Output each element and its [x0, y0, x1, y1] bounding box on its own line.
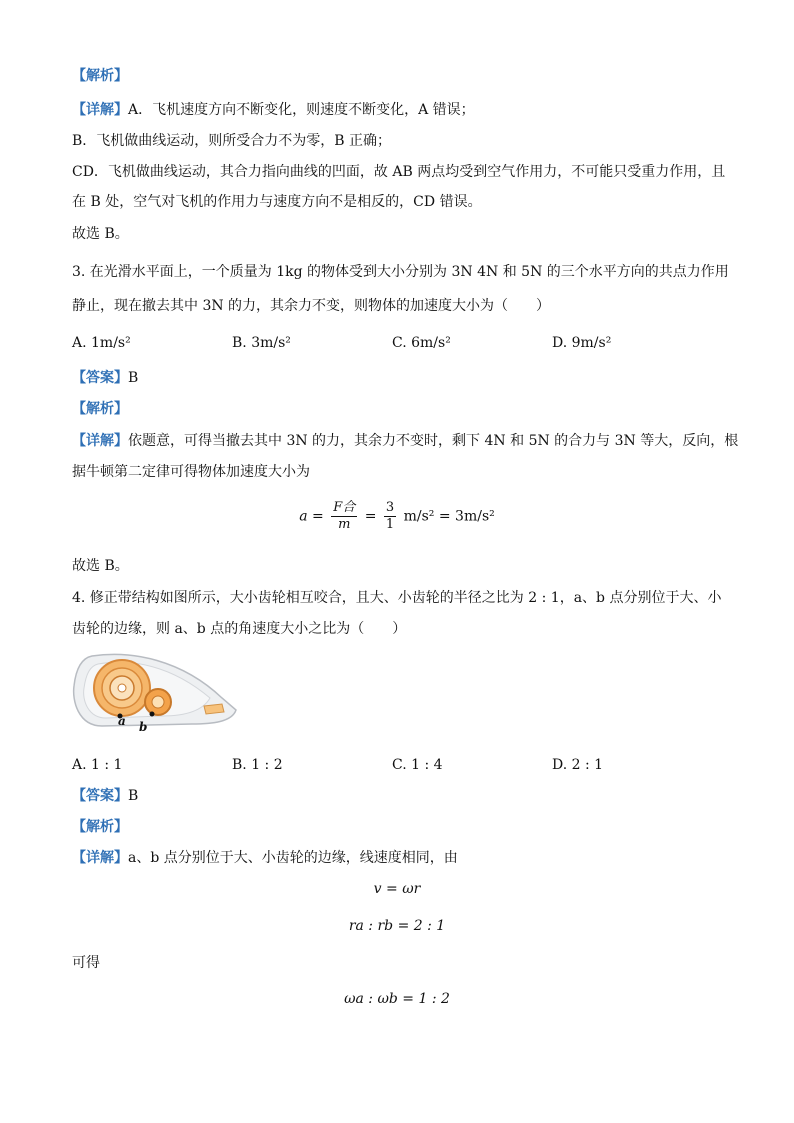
answer-choice-statement-3: 故选 B。 — [72, 558, 129, 574]
fraction-denominator: m — [338, 517, 351, 532]
analysis-heading-4: 【解析】 — [72, 819, 128, 835]
correction-tape-figure — [72, 650, 240, 732]
fraction-force-mass — [331, 500, 357, 533]
detail-tag: 【详解】 — [72, 433, 128, 449]
figure-label-a: a — [118, 714, 126, 728]
equation-radius-ratio: ra : rb = 2 : 1 — [348, 918, 446, 934]
question-3-line-2: 静止，现在撤去其中 3N 的力，其余力不变，则物体的加速度大小为（ ） — [72, 298, 551, 314]
detail-3-line-1 — [72, 431, 738, 451]
choice-d[interactable]: D. 2 : 1 — [552, 757, 604, 773]
answer-value: B — [128, 370, 139, 386]
equation-velocity: v = ωr — [373, 881, 421, 897]
therefore-text: 可得 — [72, 955, 100, 971]
detail-text: 依题意，可得当撤去其中 3N 的力，其余力不变时，剩下 4N 和 5N 的合力与 3N 等大，反向，根 — [128, 433, 739, 449]
fraction-numerator: 3 — [385, 500, 395, 515]
fraction-denominator: 1 — [385, 517, 395, 532]
choice-b[interactable]: B. 3m/s² — [232, 335, 291, 351]
question-3-line-1: 3. 在光滑水平面上，一个质量为 1kg 的物体受到大小分别为 3N 4N 和 5N 的三个水平方向的共点力作用 — [72, 264, 729, 280]
equation-acceleration — [0, 500, 794, 533]
choice-b[interactable]: B. 1 : 2 — [232, 757, 283, 773]
answer-value: B — [128, 788, 139, 804]
eq-equals: = — [364, 508, 377, 525]
detail-line-cd-1: CD．飞机做曲线运动，其合力指向曲线的凹面，故 AB 两点均受到空气作用力，不可能只受重力作用，且 — [72, 164, 726, 180]
choice-c[interactable]: C. 6m/s² — [392, 335, 451, 351]
equation-angular-ratio: ωa : ωb = 1 : 2 — [344, 991, 450, 1007]
fraction-values — [384, 500, 396, 533]
choice-a[interactable]: A. 1m/s² — [72, 335, 131, 351]
eq-lhs: a = — [299, 508, 324, 525]
fraction-numerator: F合 — [333, 500, 356, 515]
analysis-heading-3: 【解析】 — [72, 401, 128, 417]
choice-a[interactable]: A. 1 : 1 — [72, 757, 123, 773]
choice-c[interactable]: C. 1 : 4 — [392, 757, 443, 773]
answer-choice-statement: 故选 B。 — [72, 226, 129, 242]
figure-label-b: b — [139, 720, 148, 734]
question-3-choices — [72, 333, 712, 353]
detail-3-line-2: 据牛顿第二定律可得物体加速度大小为 — [72, 464, 310, 480]
detail-text: A．飞机速度方向不断变化，则速度不断变化，A 错误； — [128, 102, 475, 118]
detail-line-a — [72, 100, 475, 120]
question-4-choices — [72, 755, 712, 775]
question-4-line-1: 4. 修正带结构如图所示，大小齿轮相互咬合，且大、小齿轮的半径之比为 2 : 1，a、b 点分别位于大、小 — [72, 590, 722, 606]
eq-rhs: m/s² = 3m/s² — [403, 508, 495, 525]
choice-d[interactable]: D. 9m/s² — [552, 335, 612, 351]
answer-tag: 【答案】 — [72, 788, 128, 804]
answer-tag: 【答案】 — [72, 370, 128, 386]
answer-4 — [72, 786, 138, 806]
detail-text: a、b 点分别位于大、小齿轮的边缘，线速度相同，由 — [128, 850, 458, 866]
answer-3 — [72, 368, 138, 388]
detail-4-line-1 — [72, 848, 458, 868]
detail-tag: 【详解】 — [72, 850, 128, 866]
question-4-line-2: 齿轮的边缘，则 a、b 点的角速度大小之比为（ ） — [72, 621, 407, 637]
detail-line-b: B．飞机做曲线运动，则所受合力不为零，B 正确； — [72, 133, 392, 149]
detail-line-cd-2: 在 B 处，空气对飞机的作用力与速度方向不是相反的，CD 错误。 — [72, 194, 482, 210]
detail-tag: 【详解】 — [72, 102, 128, 118]
analysis-heading: 【解析】 — [72, 68, 128, 84]
